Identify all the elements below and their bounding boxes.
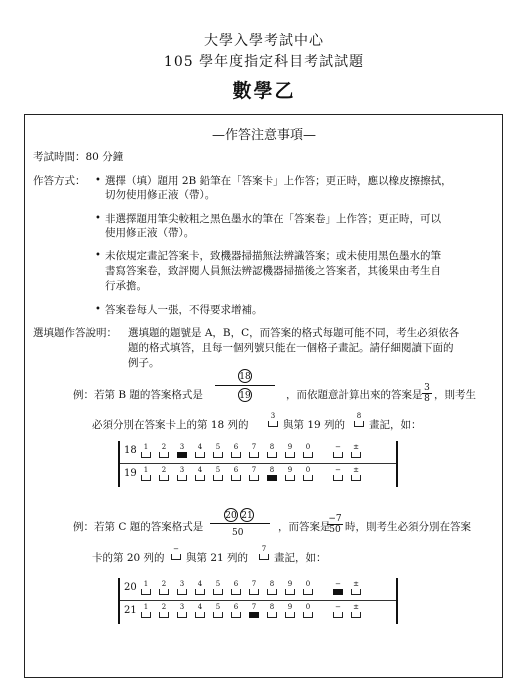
exam-time: 考試時間：80 分鐘 [33,151,124,163]
answer-bubble[interactable]: − [332,603,344,621]
notes-title: —作答注意事項— [211,128,316,143]
example-c-tail: 時，則考生必須分別在答案 [345,521,471,533]
answer-bubble[interactable]: 3 [176,443,188,461]
answer-bubble[interactable]: 2 [158,466,170,484]
bullet-icon: • [95,250,101,261]
answer-grid-b [118,441,398,487]
example-c-line2a: 卡的第 20 列的 [92,552,165,564]
answer-bubble[interactable]: 2 [158,603,170,621]
example-c-lead: 例：若第 C 題的答案格式是 [73,521,204,533]
mark-sample-bubble: 7 [258,545,270,563]
example-b-lead: 例：若第 B 題的答案格式是 [73,389,203,401]
example-c-line2b: 與第 21 列的 [186,552,249,564]
answer-bubble[interactable]: 6 [230,466,242,484]
answer-bubble[interactable]: 5 [212,443,224,461]
fraction-bar [210,523,270,524]
answer-grid-c [118,578,398,624]
answer-bubble[interactable]: 8 [266,466,278,484]
answer-bubble[interactable]: 0 [302,603,314,621]
method-3c: 行承擔。 [105,280,147,292]
answer-bubble[interactable]: 4 [194,466,206,484]
answer-bubble[interactable]: 0 [302,466,314,484]
method-3b: 書寫答案卷，致評閱人員無法辨認機器掃描後之答案者，其後果由考生自 [105,265,441,277]
answer-bubble[interactable]: 0 [302,443,314,461]
answer-bubble[interactable]: 1 [140,466,152,484]
answer-bubble[interactable]: 1 [140,580,152,598]
slot-19: 19 [238,388,252,402]
example-b-line2a: 必須分別在答案卡上的第 18 列的 [92,419,249,431]
answer-bubble[interactable]: − [332,443,344,461]
answer-fraction: $\frac{3}{8}$ [422,383,432,404]
answer-bubble[interactable]: 3 [176,466,188,484]
answer-bubble[interactable]: 8 [266,443,278,461]
example-b-line2b: 與第 19 列的 [283,419,346,431]
example-c-mid: ，而答案是 [278,521,331,533]
mark-sample-bubble: 3 [267,412,279,430]
mark-sample-bubble: 8 [353,412,365,430]
answer-bubble[interactable]: 7 [248,580,260,598]
answer-bubble[interactable]: ± [350,466,362,484]
exam-title: 105 學年度指定科目考試試題 [163,54,365,70]
answer-bubble[interactable]: 9 [284,603,296,621]
grid-row [120,464,396,486]
answer-bubble[interactable]: 6 [230,603,242,621]
example-c-line2c: 畫記，如： [274,552,327,564]
answer-bubble[interactable]: 4 [194,443,206,461]
answer-bubble[interactable]: ± [350,580,362,598]
answer-bubble[interactable]: − [332,466,344,484]
org-name: 大學入學考試中心 [204,33,324,49]
answer-bubble[interactable]: 8 [266,603,278,621]
bullet-icon: • [95,175,101,186]
fill-1: 選填題的題號是 A，B，C，而答案的格式每題可能不同，考生必須依各 [128,327,460,339]
grid-row [120,601,396,623]
row-number: 19 [124,468,137,479]
fill-label: 選填題作答說明： [33,327,117,339]
bullet-icon: • [95,304,101,315]
method-2a: 非選擇題用筆尖較粗之黑色墨水的筆在「答案卷」上作答；更正時，可以 [105,213,441,225]
answer-bubble[interactable]: 7 [248,603,260,621]
method-3a: 未依規定畫記答案卡，致機器掃描無法辨識答案；或未使用黑色墨水的筆 [105,250,441,262]
method-2b: 使用修正液（帶）。 [105,227,195,239]
answer-bubble[interactable]: 9 [284,466,296,484]
slot-21: 21 [240,508,254,522]
answer-bubble[interactable]: 1 [140,443,152,461]
answer-bubble[interactable]: 0 [302,580,314,598]
example-b-line2c: 畫記，如： [369,419,422,431]
grid-row [120,578,396,600]
method-4: 答案卷每人一張，不得要求增補。 [105,304,263,316]
answer-bubble[interactable]: − [332,580,344,598]
answer-bubble[interactable]: ± [350,443,362,461]
slot-18: 18 [238,369,252,383]
method-1a: 選擇（填）題用 2B 鉛筆在「答案卡」上作答；更正時，應以橡皮擦擦拭， [105,175,452,187]
answer-bubble[interactable]: 2 [158,580,170,598]
row-number: 21 [124,605,137,616]
answer-bubble[interactable]: ± [350,603,362,621]
answer-bubble[interactable]: 9 [284,443,296,461]
slot-denominator: 50 [232,528,244,538]
answer-bubble[interactable]: 3 [176,580,188,598]
slot-20: 20 [224,508,238,522]
method-label: 作答方式： [33,175,86,187]
example-b-tail: ，則考生 [434,389,476,401]
answer-bubble[interactable]: 5 [212,466,224,484]
answer-bubble[interactable]: 6 [230,443,242,461]
answer-bubble[interactable]: 7 [248,466,260,484]
answer-bubble[interactable]: 5 [212,580,224,598]
answer-bubble[interactable]: 4 [194,580,206,598]
fill-3: 例子。 [128,357,160,369]
answer-bubble[interactable]: 5 [212,603,224,621]
fraction-bar [215,385,275,386]
answer-bubble[interactable]: 6 [230,580,242,598]
subject-title: 數學乙 [232,80,296,102]
answer-bubble[interactable]: 1 [140,603,152,621]
fill-2: 題的格式填答，且每一個列號只能在一個格子畫記。請仔細閱讀下面的 [128,342,454,354]
method-1b: 切勿使用修正液（帶）。 [105,189,216,201]
answer-bubble[interactable]: 4 [194,603,206,621]
grid-row [120,441,396,463]
answer-fraction: $\frac{-7}{50}$ [328,514,342,535]
answer-bubble[interactable]: 2 [158,443,170,461]
answer-bubble[interactable]: 7 [248,443,260,461]
example-b-mid: ，而依題意計算出來的答案是 [286,389,423,401]
bullet-icon: • [95,213,101,224]
answer-bubble[interactable]: 9 [284,580,296,598]
answer-bubble[interactable]: 3 [176,603,188,621]
row-number: 18 [124,445,137,456]
mark-sample-bubble: − [170,545,182,563]
answer-bubble[interactable]: 8 [266,580,278,598]
row-number: 20 [124,582,137,593]
